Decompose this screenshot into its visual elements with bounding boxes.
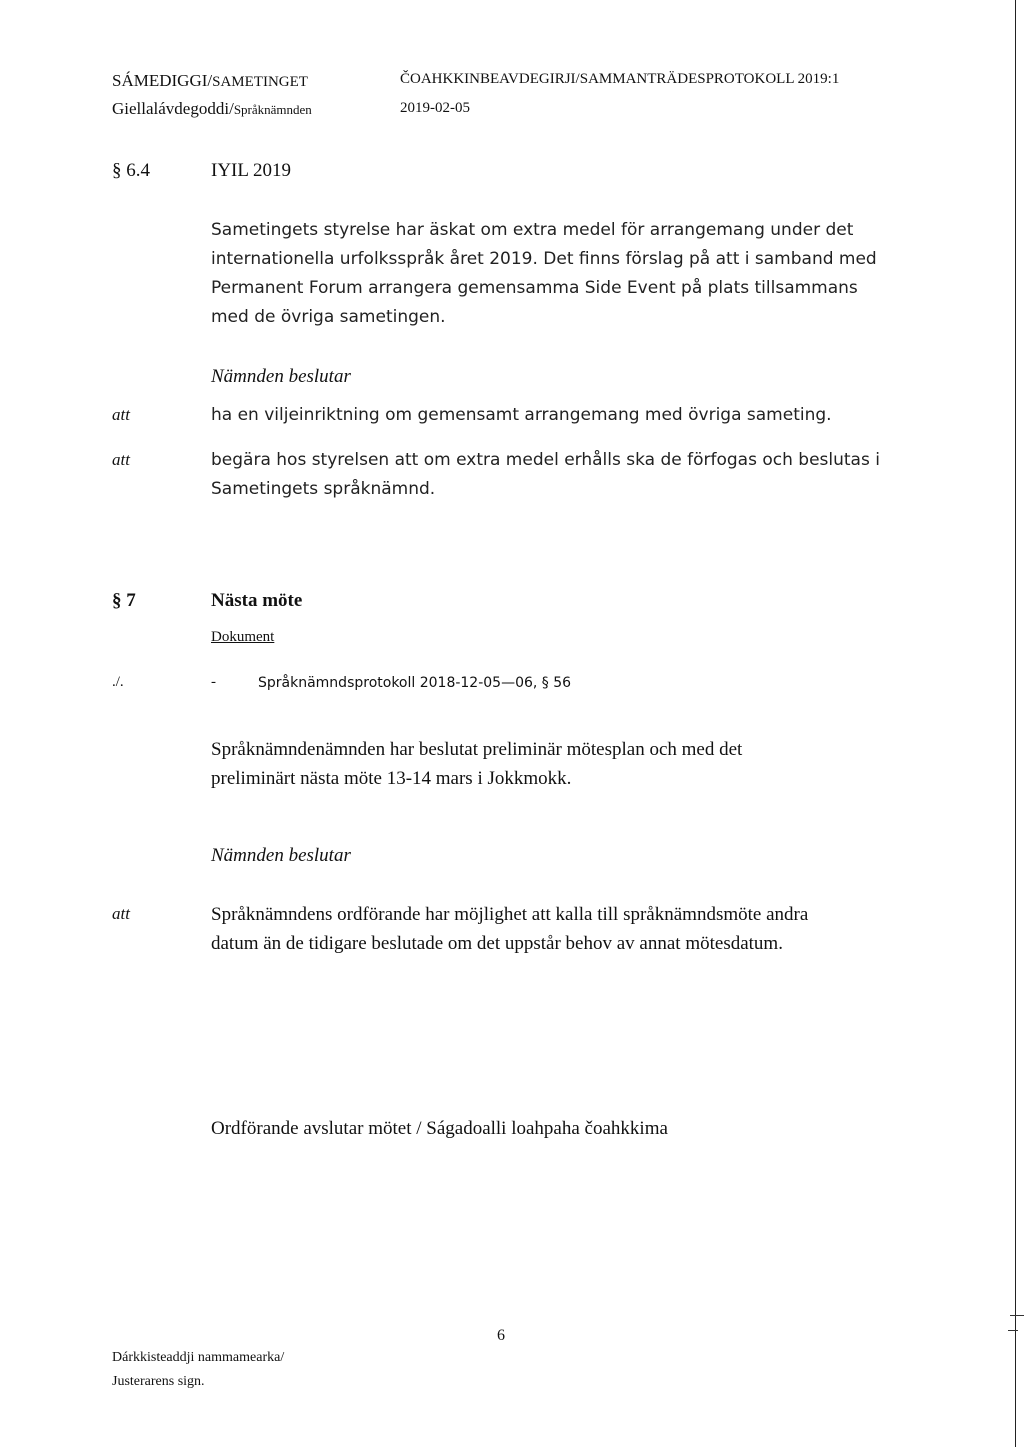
header-protocol-sami: ČOAHKKINBEAVDEGIRJI/ [400,71,580,87]
document-item: Språknämndsprotokoll 2018-12-05—06, § 56 [258,675,572,691]
decision-label: att [112,904,130,923]
section-7-number: § 7 [112,590,136,611]
section-6-4-title: IYIL 2019 [211,160,292,181]
page-number: 6 [497,1327,505,1344]
paragraph-line: med de övriga sametingen. [211,307,446,327]
section-6-4-number: § 6.4 [112,160,150,181]
header-protocol-swedish: SAMMANTRÄDESPROTOKOLL 2019:1 [579,71,840,87]
signature-label-sami: Dárkkisteaddji nammamearka/ [112,1350,285,1365]
closing-statement: Ordförande avslutar mötet / Ságadoalli loahpaha čoahkkima [211,1118,668,1139]
section-7-decision-heading: Nämnden beslutar [211,845,351,866]
header-committee [112,99,312,119]
paragraph-line: Sametingets styrelse har äskat om extra medel för arrangemang under det [211,220,854,240]
header-protocol [400,71,839,88]
scan-border [1015,0,1016,1447]
paragraph-line: Språknämndenämnden har beslutat preliminär mötesplan och med det [211,739,743,760]
section-7-paragraph [211,735,742,793]
decision-text [211,900,808,958]
scan-tick [1010,1315,1024,1316]
decision-label: att [112,450,130,469]
header-org-sami: SÁMEDIGGI/ [112,71,213,90]
decision-line: begära hos styrelsen att om extra medel erhålls ska de förfogas och beslutas i [211,450,880,470]
document-dash: - [211,674,216,690]
decision-line: datum än de tidigare beslutade om det uppstår behov av annat mötesdatum. [211,933,783,954]
header-committee-sami: Giellalávdegoddi/ [112,99,234,118]
header-org-swedish: SAMETINGET [212,74,308,90]
attachment-mark: ./. [112,674,124,690]
documents-heading: Dokument [211,629,275,645]
header-org [112,71,308,91]
section-7-title: Nästa möte [211,590,303,611]
decision-line: Sametingets språknämnd. [211,479,436,499]
signature-label-swedish: Justerarens sign. [112,1374,205,1389]
header-committee-swedish: Språknämnden [233,102,312,117]
scan-tick [1008,1330,1018,1331]
section-6-4-paragraph [211,216,877,332]
header-date: 2019-02-05 [400,100,470,116]
decision-line: Språknämndens ordförande har möjlighet att kalla till språknämndsmöte andra [211,904,809,925]
section-6-4-decision-heading: Nämnden beslutar [211,366,351,387]
decision-text: ha en viljeinriktning om gemensamt arrangemang med övriga sameting. [211,405,832,425]
decision-label: att [112,405,130,424]
decision-text [211,446,880,504]
paragraph-line: preliminärt nästa möte 13-14 mars i Jokkmokk. [211,768,572,789]
paragraph-line: internationella urfolksspråk året 2019. Det finns förslag på att i samband med [211,249,877,269]
paragraph-line: Permanent Forum arrangera gemensamma Side Event på plats tillsammans [211,278,858,298]
